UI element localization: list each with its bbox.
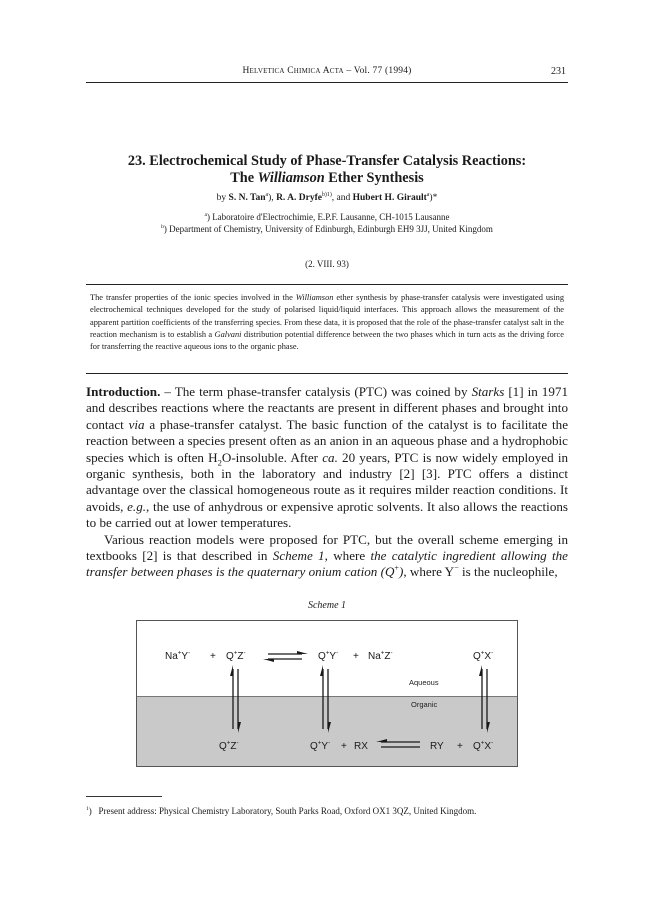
q-x-aq-cation: Q xyxy=(473,651,481,662)
author-girault: Hubert H. Girault xyxy=(352,193,427,203)
footnote-text: Present address: Physical Chemistry Laboratory, South Parks Road, Oxford OX1 3QZ, United Kingdom. xyxy=(98,806,477,816)
p2-q-sup: + xyxy=(394,564,399,574)
q-y-org-anion-charge: - xyxy=(328,739,331,747)
title-line-2-italic: Williamson xyxy=(257,170,325,186)
abstract xyxy=(90,292,564,353)
affiliation-b-mark: b xyxy=(161,224,164,230)
affiliation-a: $^a$) Laboratoire d'Electrochimie, E.P.F. Lausanne, CH-1015 Lausanne xyxy=(204,212,450,222)
q-z-org-anion-charge: - xyxy=(236,739,239,747)
organic-phase-label: Organic xyxy=(411,700,438,709)
received-date: (2. VIII. 93) xyxy=(305,259,349,269)
affiliation-b-text: Department of Chemistry, University of Edinburgh, Edinburgh EH9 3JJ, United Kingdom xyxy=(169,224,493,234)
na-y-cation-charge: + xyxy=(177,649,182,657)
affiliations xyxy=(86,211,568,235)
lower-plus-2: + xyxy=(457,741,463,752)
middle-vertical-equilibrium-arrow xyxy=(320,665,331,733)
footnote: $^1$) Present address: Physical Chemistry Laboratory, South Parks Road, Oxford OX1 3QZ, United Kingdom. xyxy=(86,806,477,816)
na-z-anion-charge: - xyxy=(390,649,393,657)
author-tan-mark: a xyxy=(265,191,269,198)
p1-f: , the use of anhydrous or expensive aprotic solvents. It also allows the reactions to be carried out at lower temperatures. xyxy=(86,498,569,531)
q-y-aq-cation: Q xyxy=(318,651,326,662)
lower-reaction-arrow xyxy=(376,739,420,747)
p2-a: Various reaction models were proposed for PTC, but the overall scheme emerging in textbooks [2] is that described in xyxy=(86,531,568,564)
q-y-org-anion: Y xyxy=(321,741,329,752)
p1-sub: 2 xyxy=(217,457,222,468)
abstract-galvani: Galvani xyxy=(214,329,242,339)
p1-eg: e.g. xyxy=(127,498,147,514)
na-z-cation: Na xyxy=(368,651,381,662)
upper-plus-1: + xyxy=(210,651,216,662)
affiliation-b: $^b$) Department of Chemistry, University of Edinburgh, Edinburgh EH9 3JJ, United Kingdom xyxy=(161,224,493,234)
p2-b: , where xyxy=(324,548,371,564)
p2-italic-clause: the catalytic ingredient allowing the transfer between phases is the quaternary onium cation xyxy=(86,548,568,580)
author-dryfe-mark: b xyxy=(321,191,325,198)
q-z-org-cation: Q xyxy=(219,741,227,752)
p2-c: , where Y xyxy=(403,564,455,580)
q-y-org-cation-charge: + xyxy=(317,739,322,747)
intro-heading: Introduction. xyxy=(86,384,161,399)
running-header xyxy=(86,66,568,83)
scheme-label: Scheme 1 xyxy=(307,600,347,611)
q-z-org-anion: Z xyxy=(230,741,237,752)
scheme-1-diagram xyxy=(136,620,518,767)
abstract-bottom-rule xyxy=(86,373,568,374)
intro-paragraph-2 xyxy=(86,532,568,581)
q-x-org-cation-charge: + xyxy=(480,739,485,747)
aqueous-phase-label: Aqueous xyxy=(409,678,439,687)
title-line-2-pre: The xyxy=(230,170,258,186)
title-line-2-post: Ether Synthesis xyxy=(324,170,424,186)
p1-via: via xyxy=(128,416,145,432)
ry-species: RY xyxy=(430,741,444,752)
intro-dash: – xyxy=(160,384,175,399)
q-x-org-anion-charge: - xyxy=(491,739,494,747)
upper-equilibrium-arrow xyxy=(263,651,308,662)
footnote-mark: 1 xyxy=(86,806,89,812)
author-girault-mark: a xyxy=(426,191,430,198)
q-x-aq-cation-charge: + xyxy=(480,649,485,657)
abstract-williamson: Williamson xyxy=(295,293,334,302)
p2-c-sup: − xyxy=(454,564,459,574)
affiliation-a-mark: a xyxy=(204,212,207,218)
q-x-aq-anion: X xyxy=(484,651,492,662)
author-line: by S. N. Tan$^a$), R. A. Dryfe$^{b)1)}$, and Hubert H. Girault$^a$)* xyxy=(216,191,438,203)
upper-plus-2: + xyxy=(353,651,359,662)
article-number: 23. xyxy=(127,153,146,169)
affiliation-a-text: Laboratoire d'Electrochimie, E.P.F. Lausanne, CH-1015 Lausanne xyxy=(212,212,450,222)
q-z-anion-charge: - xyxy=(243,649,246,657)
introduction-body xyxy=(86,384,568,581)
q-y-org-cation: Q xyxy=(310,741,318,752)
na-z-cation-charge: + xyxy=(380,649,385,657)
journal-name: Helvetica Chimica Acta xyxy=(242,66,344,76)
q-y-aq-anion-charge: - xyxy=(336,649,339,657)
na-y-cation: Na xyxy=(165,651,178,662)
author-dryfe-footnote: 1 xyxy=(326,191,330,198)
journal-citation: Helvetica Chimica Acta – Vol. 77 (1994) xyxy=(242,66,412,76)
intro-paragraph-1 xyxy=(86,384,568,532)
abstract-part-1: The transfer properties of the ionic species involved in the xyxy=(90,293,296,302)
abstract-part-3: distribution potential difference between the two phases which in turn acts as the driving force for transferring the reactive aqueous ions to the organic phase. xyxy=(90,329,564,352)
q-z-org-cation-charge: + xyxy=(226,739,231,747)
abstract-part-2: ether synthesis by phase-transfer catalysis were investigated using electrochemical techniques developed for the study of polarised liquid/liquid interfaces. This approach allows the measurement of the apparent partition coefficients of the transferring species. From these data, it is proposed that the role of the phase-transfer catalyst salt in the reaction mechanism is to establish a xyxy=(90,293,565,339)
rx-species: RX xyxy=(354,741,368,752)
by-word: by xyxy=(216,193,227,203)
title-line-1: Electrochemical Study of Phase-Transfer Catalysis Reactions: xyxy=(149,153,527,169)
na-z-anion: Z xyxy=(384,651,391,662)
author-and: , and xyxy=(331,193,353,203)
p2-scheme-ref: Scheme 1 xyxy=(272,548,325,564)
abstract-top-rule xyxy=(86,284,568,285)
q-x-org-cation: Q xyxy=(473,741,481,752)
q-z-cation: Q xyxy=(226,651,234,662)
q-x-org-anion: X xyxy=(484,741,492,752)
p2-q-end: ) xyxy=(398,564,404,580)
p1-e: 20 years, PTC is now widely employed in organic synthesis, both in the laboratory and industry [2] [3]. PTC offers a distinct advantage over the classical homogeneous route as it requires milder reaction conditions. It avoids, xyxy=(86,449,568,514)
author-tan: S. N. Tan xyxy=(228,193,266,203)
na-y-anion: Y xyxy=(181,651,189,662)
p1-ca: ca. xyxy=(322,449,338,465)
journal-volume: Vol. 77 (1994) xyxy=(353,66,412,76)
p2-d: is the nucleophile, xyxy=(458,564,558,580)
q-x-aq-anion-charge: - xyxy=(491,649,494,657)
footnote-rule xyxy=(86,796,162,797)
author-dryfe: R. A. Dryfe xyxy=(276,193,322,203)
p1-a: The term phase-transfer catalysis (PTC) was coined by xyxy=(174,384,472,399)
scheme-arrows xyxy=(137,621,517,766)
p2-q: (Q xyxy=(377,564,395,580)
page-number: 231 xyxy=(551,66,566,77)
corresponding-star: * xyxy=(432,193,438,203)
q-y-aq-cation-charge: + xyxy=(325,649,330,657)
p1-b: [1] in 1971 and describes reactions where the reactants are present in different phases and brought into contact xyxy=(86,384,568,432)
right-vertical-equilibrium-arrow xyxy=(479,665,490,733)
p1-c: a phase-transfer catalyst. The basic function of the catalyst is to facilitate the reaction between a species present often as an anion in an aqueous phase and a hydrophobic species which is often H xyxy=(86,416,568,465)
left-vertical-equilibrium-arrow xyxy=(230,665,241,733)
p1-starks: Starks xyxy=(471,384,505,399)
q-y-aq-anion: Y xyxy=(329,651,337,662)
q-z-anion: Z xyxy=(237,651,244,662)
lower-plus-1: + xyxy=(341,741,347,752)
p1-d: O-insoluble. After xyxy=(221,449,323,465)
na-y-anion-charge: - xyxy=(188,649,191,657)
q-z-cation-charge: + xyxy=(233,649,238,657)
article-title xyxy=(86,153,568,187)
